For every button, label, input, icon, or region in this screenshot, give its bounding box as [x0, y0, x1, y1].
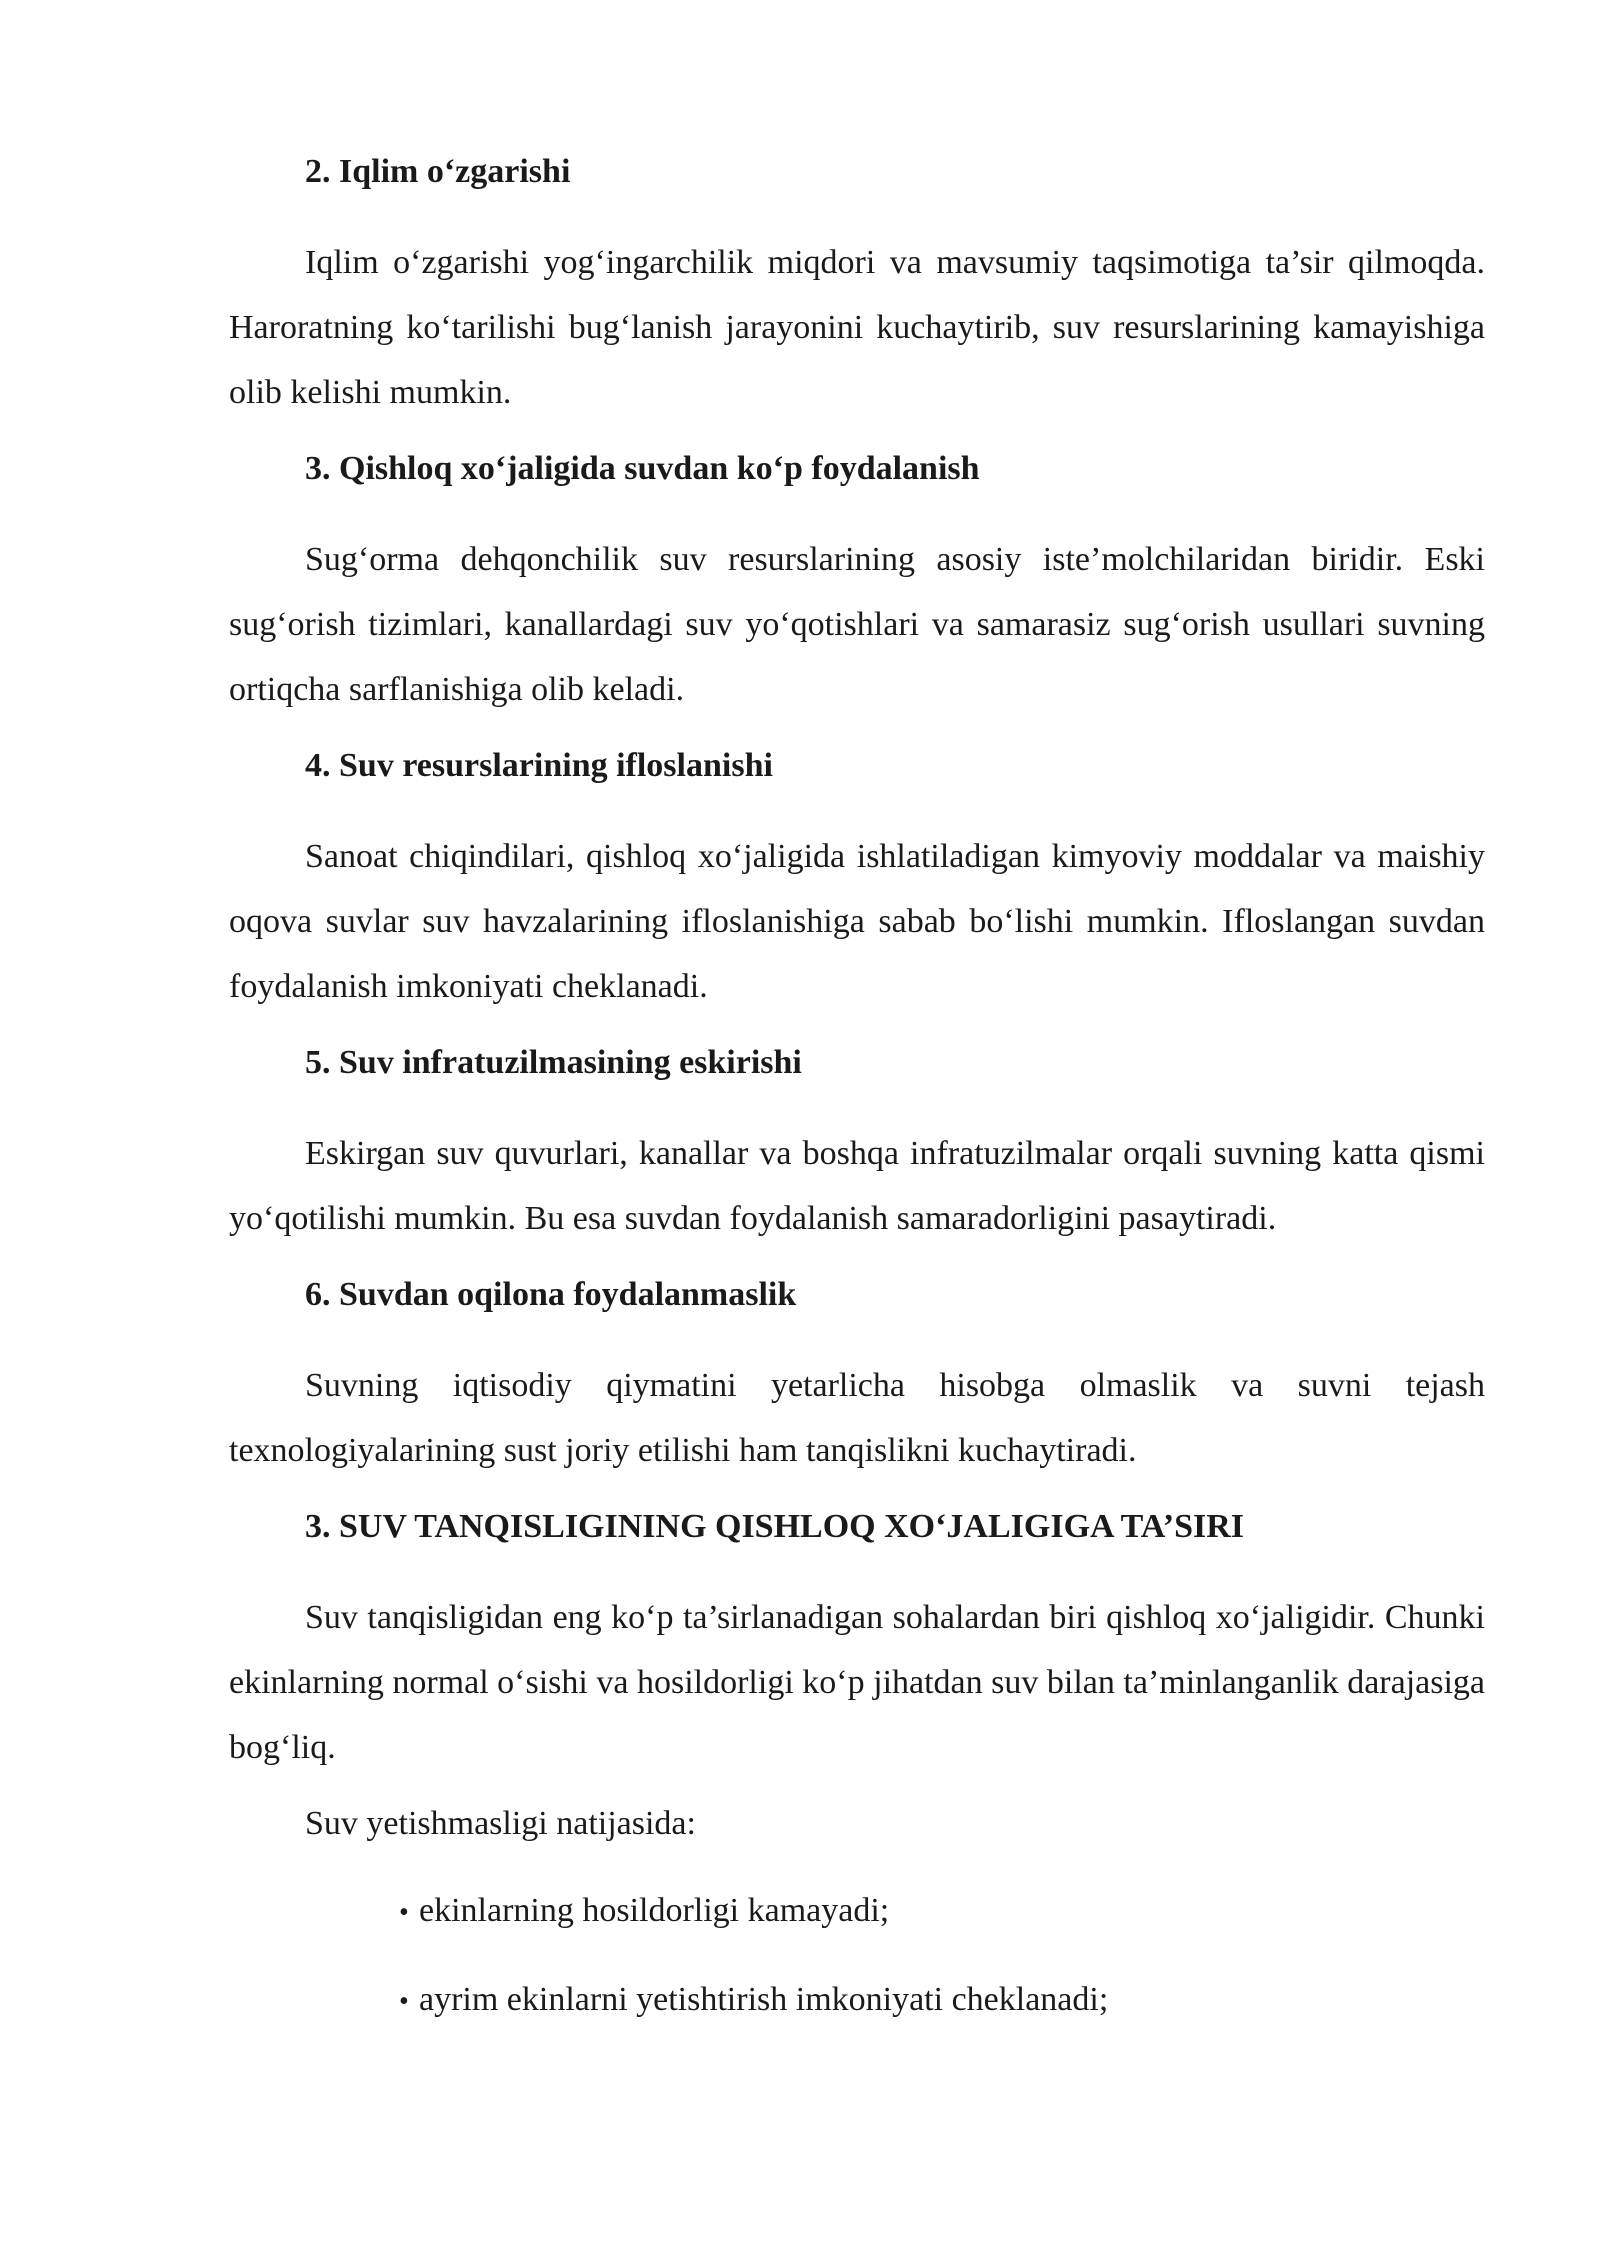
section-heading-irrational-use: 6. Suvdan oqilona foydalanmaslik: [305, 1276, 797, 1313]
paragraph-climate-change: Iqlim o‘zgarishi yog‘ingarchilik miqdori va mavsumiy taqsimotiga ta’sir qilmoqda. Haroratning ko‘tarilishi bug‘lanish jarayonini kuchaytirib, suv resurslarining kamayishiga olib kelishi mumkin.: [229, 244, 1485, 411]
document-body: [229, 150, 1485, 2067]
paragraph-impact-on-agriculture: Suv tanqisligidan eng ko‘p ta’sirlanadigan sohalardan biri qishloq xo‘jaligidir. Chunki ekinlarning normal o‘sishi va hosildorligi ko‘p jihatdan suv bilan ta’minlanganlik darajasiga bog‘liq.: [229, 1599, 1485, 1766]
paragraph-water-pollution: Sanoat chiqindilari, qishloq xo‘jaligida ishlatiladigan kimyoviy moddalar va maishiy oqova suvlar suv havzalarining ifloslanishiga sabab bo‘lishi mumkin. Ifloslangan suvdan foydalanish imkoniyati cheklanadi.: [229, 838, 1485, 1005]
consequences-list: [229, 1889, 1485, 2023]
list-item: [399, 1889, 1485, 1934]
paragraph-irrational-use: Suvning iqtisodiy qiymatini yetarlicha hisobga olmaslik va suvni tejash texnologiyalarining sust joriy etilishi ham tanqislikni kuchaytiradi.: [229, 1367, 1485, 1469]
section-heading-agriculture-water-use: 3. Qishloq xo‘jaligida suvdan ko‘p foydalanish: [305, 450, 980, 487]
bullet-icon: •: [399, 1986, 409, 2017]
section-heading-impact-on-agriculture: 3. SUV TANQISLIGINING QISHLOQ XO‘JALIGIGA TA’SIRI: [305, 1508, 1245, 1545]
section-heading-infrastructure: 5. Suv infratuzilmasining eskirishi: [305, 1044, 802, 1081]
list-item-text: ekinlarning hosildorligi kamayadi;: [419, 1892, 890, 1929]
list-intro: Suv yetishmasligi natijasida:: [305, 1805, 696, 1842]
section-heading-climate-change: 2. Iqlim o‘zgarishi: [305, 153, 571, 190]
bullet-icon: •: [399, 1897, 409, 1928]
list-item: [399, 1978, 1485, 2023]
paragraph-agriculture-water-use: Sug‘orma dehqonchilik suv resurslarining asosiy iste’molchilaridan biridir. Eski sug‘orish tizimlari, kanallardagi suv yo‘qotishlari va samarasiz sug‘orish usullari suvning ortiqcha sarflanishiga olib keladi.: [229, 541, 1485, 708]
paragraph-infrastructure: Eskirgan suv quvurlari, kanallar va boshqa infratuzilmalar orqali suvning katta qismi yo‘qotilishi mumkin. Bu esa suvdan foydalanish samaradorligini pasaytiradi.: [229, 1135, 1485, 1237]
section-heading-water-pollution: 4. Suv resurslarining ifloslanishi: [305, 747, 773, 784]
list-item-text: ayrim ekinlarni yetishtirish imkoniyati cheklanadi;: [419, 1981, 1109, 2018]
